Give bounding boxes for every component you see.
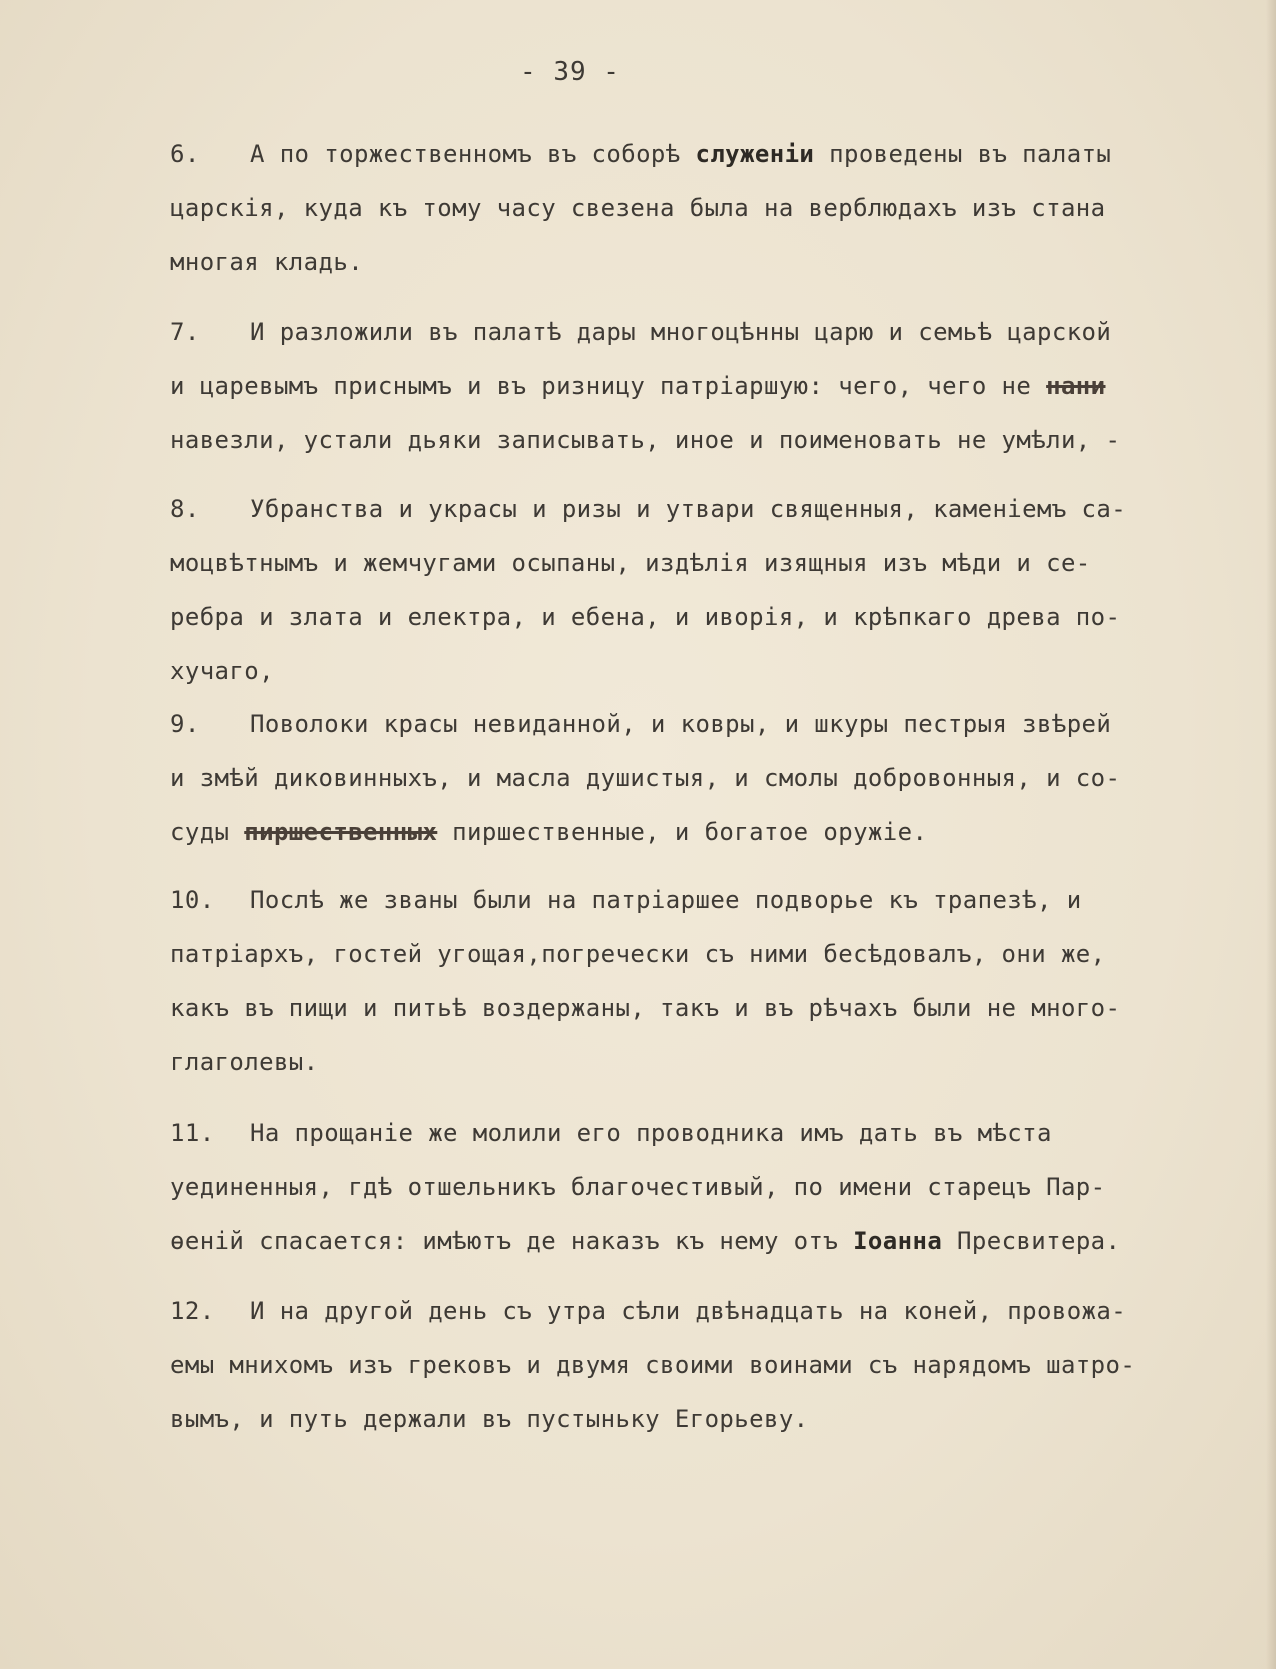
line-text: И на другой день съ утра сѣли двѣнадцать на коней, провожа- bbox=[250, 1297, 1127, 1325]
paragraph-11 bbox=[170, 1106, 1250, 1268]
line-text: Пресвитера. bbox=[942, 1227, 1121, 1255]
line-text: Убранства и украсы и ризы и утвари священныя, каменiемъ са- bbox=[250, 495, 1127, 523]
line-text: пиршественные, и богатое оружiе. bbox=[437, 818, 928, 846]
paragraph-6 bbox=[170, 127, 1250, 289]
text-line: моцвѣтнымъ и жемчугами осыпаны, издѣлiя изящныя изъ мѣди и се- bbox=[170, 549, 1091, 577]
emphasized-word: служенiи bbox=[695, 140, 815, 168]
paragraph-number: 6. bbox=[170, 140, 200, 168]
text-line: хучаго, bbox=[170, 657, 274, 685]
paper-edge-shadow bbox=[1266, 0, 1276, 1669]
line-text: суды bbox=[170, 818, 245, 846]
text-line: вымъ, и путь держали въ пустыньку Егорьеву. bbox=[170, 1405, 809, 1433]
text-line: ребра и злата и електра, и ебена, и иворiя, и крѣпкаго древа по- bbox=[170, 603, 1121, 631]
text-line bbox=[170, 1106, 1250, 1160]
struck-out-word: пиршественных bbox=[244, 818, 438, 846]
text-line bbox=[170, 359, 1250, 413]
paragraph-12 bbox=[170, 1284, 1250, 1446]
line-text: Послѣ же званы были на патрiаршее подворье къ трапезѣ, и bbox=[250, 886, 1082, 914]
text-line bbox=[170, 127, 1250, 181]
paragraph-7 bbox=[170, 305, 1250, 467]
paragraph-number: 9. bbox=[170, 710, 200, 738]
text-line: навезли, устали дьяки записывать, иное и поименовать не умѣли, - bbox=[170, 426, 1121, 454]
line-text: На прощанiе же молили его проводника имъ дать въ мѣста bbox=[250, 1119, 1052, 1147]
paragraph-number: 7. bbox=[170, 318, 200, 346]
paragraph-number: 11. bbox=[170, 1119, 215, 1147]
text-line: какъ въ пищи и питьѣ воздержаны, такъ и въ рѣчахъ были не много- bbox=[170, 994, 1121, 1022]
text-line: уединенныя, гдѣ отшельникъ благочестивый, по имени старецъ Пар- bbox=[170, 1173, 1106, 1201]
paragraph-8 bbox=[170, 482, 1250, 698]
text-line: царскiя, куда къ тому часу свезена была на верблюдахъ изъ стана bbox=[170, 194, 1106, 222]
text-line bbox=[170, 482, 1250, 536]
struck-out-word: нани bbox=[1046, 372, 1106, 400]
text-line: многая кладь. bbox=[170, 248, 364, 276]
line-text: А по торжественномъ въ соборѣ bbox=[250, 140, 696, 168]
paragraph-10 bbox=[170, 873, 1250, 1089]
text-line: патрiархъ, гостей угощая,погречески съ ними бесѣдовалъ, они же, bbox=[170, 940, 1106, 968]
paragraph-9 bbox=[170, 697, 1250, 859]
text-line: глаголевы. bbox=[170, 1048, 319, 1076]
line-text: И разложили въ палатѣ дары многоцѣнны царю и семьѣ царской bbox=[250, 318, 1112, 346]
paragraph-number: 10. bbox=[170, 886, 215, 914]
text-line bbox=[170, 805, 1250, 859]
line-text: и царевымъ приснымъ и въ ризницу патрiаршую: чего, чего не bbox=[170, 372, 1047, 400]
text-line: емы мнихомъ изъ грековъ и двумя своими воинами съ нарядомъ шатро- bbox=[170, 1351, 1136, 1379]
text-line bbox=[170, 1214, 1250, 1268]
paragraph-number: 8. bbox=[170, 495, 200, 523]
line-text: ѳенiй спасается: имѣютъ де наказъ къ нему отъ bbox=[170, 1227, 854, 1255]
line-text: проведены въ палаты bbox=[814, 140, 1112, 168]
text-line bbox=[170, 873, 1250, 927]
page-number: - 39 - bbox=[520, 57, 620, 87]
text-line bbox=[170, 697, 1250, 751]
text-line: и змѣй диковинныхъ, и масла душистыя, и смолы добровонныя, и со- bbox=[170, 764, 1121, 792]
text-line bbox=[170, 305, 1250, 359]
line-text: Поволоки красы невиданной, и ковры, и шкуры пестрыя звѣрей bbox=[250, 710, 1112, 738]
paragraph-number: 12. bbox=[170, 1297, 215, 1325]
text-line bbox=[170, 1284, 1250, 1338]
emphasized-word: Iоанна bbox=[853, 1227, 943, 1255]
